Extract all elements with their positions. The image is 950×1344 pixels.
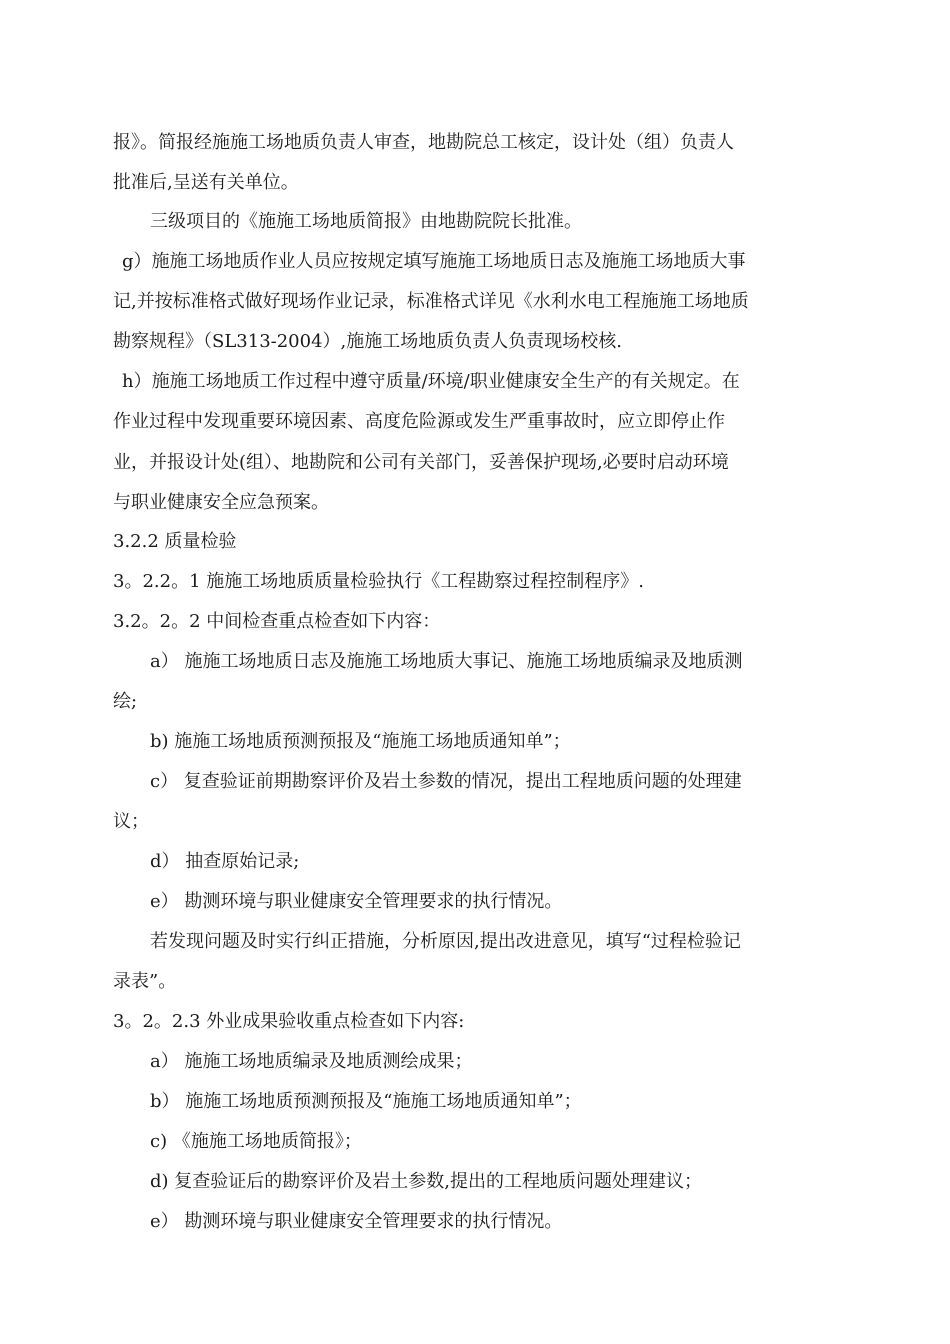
text-line: 三级项目的《施施工场地质简报》由地勘院院长批准。 [150, 211, 582, 232]
list-item: e） 勘测环境与职业健康安全管理要求的执行情况。 [150, 1211, 563, 1232]
list-item: b） 施施工场地质预测预报及“施施工场地质通知单”； [150, 1091, 582, 1112]
section-heading: 3.2.2 质量检验 [113, 531, 237, 552]
list-item: d） 抽查原始记录; [150, 851, 300, 872]
text-line: 记,并按标准格式做好现场作业记录，标准格式详见《水利水电工程施施工场地质 [113, 291, 749, 312]
text-line: 勘察规程》（SL313-2004）,施施工场地质负责人负责现场校核. [113, 331, 622, 352]
text-line: 业，并报设计处(组）、地勘院和公司有关部门，妥善保护现场,必要时启动环境 [113, 452, 729, 473]
list-item: c) 《施施工场地质简报》； [150, 1131, 362, 1152]
text-line: 3。2.2。1 施施工场地质质量检验执行《工程勘察过程控制程序》. [113, 571, 644, 592]
text-line: 绘; [113, 691, 138, 712]
text-line: h）施施工场地质工作过程中遵守质量/环境/职业健康安全生产的有关规定。在 [122, 371, 740, 392]
text-line: 3。2。2.3 外业成果验收重点检查如下内容: [113, 1011, 465, 1032]
text-line: 与职业健康安全应急预案。 [113, 492, 329, 513]
list-item: d) 复查验证后的勘察评价及岩土参数,提出的工程地质问题处理建议； [150, 1171, 702, 1192]
list-item: a） 施施工场地质日志及施施工场地质大事记、施施工场地质编录及地质测 [150, 651, 743, 672]
list-item: b) 施施工场地质预测预报及“施施工场地质通知单”； [150, 731, 571, 752]
list-item: e） 勘测环境与职业健康安全管理要求的执行情况。 [150, 891, 563, 912]
text-line: 作业过程中发现重要环境因素、高度危险源或发生严重事故时，应立即停止作 [113, 411, 725, 432]
text-line: 录表”。 [113, 971, 177, 992]
text-line: g）施施工场地质作业人员应按规定填写施施工场地质日志及施施工场地质大事 [122, 251, 746, 272]
text-line: 批准后,呈送有关单位。 [113, 172, 299, 193]
text-line: 议； [113, 811, 149, 832]
text-line: 若发现问题及时实行纠正措施，分析原因,提出改进意见，填写“过程检验记 [150, 931, 741, 952]
list-item: c） 复查验证前期勘察评价及岩土参数的情况，提出工程地质问题的处理建 [150, 771, 742, 792]
text-line: 3.2。2。2 中间检查重点检查如下内容： [113, 611, 441, 632]
text-line: 报》。简报经施施工场地质负责人审查，地勘院总工核定，设计处（组）负责人 [113, 132, 734, 153]
list-item: a） 施施工场地质编录及地质测绘成果； [150, 1051, 473, 1072]
